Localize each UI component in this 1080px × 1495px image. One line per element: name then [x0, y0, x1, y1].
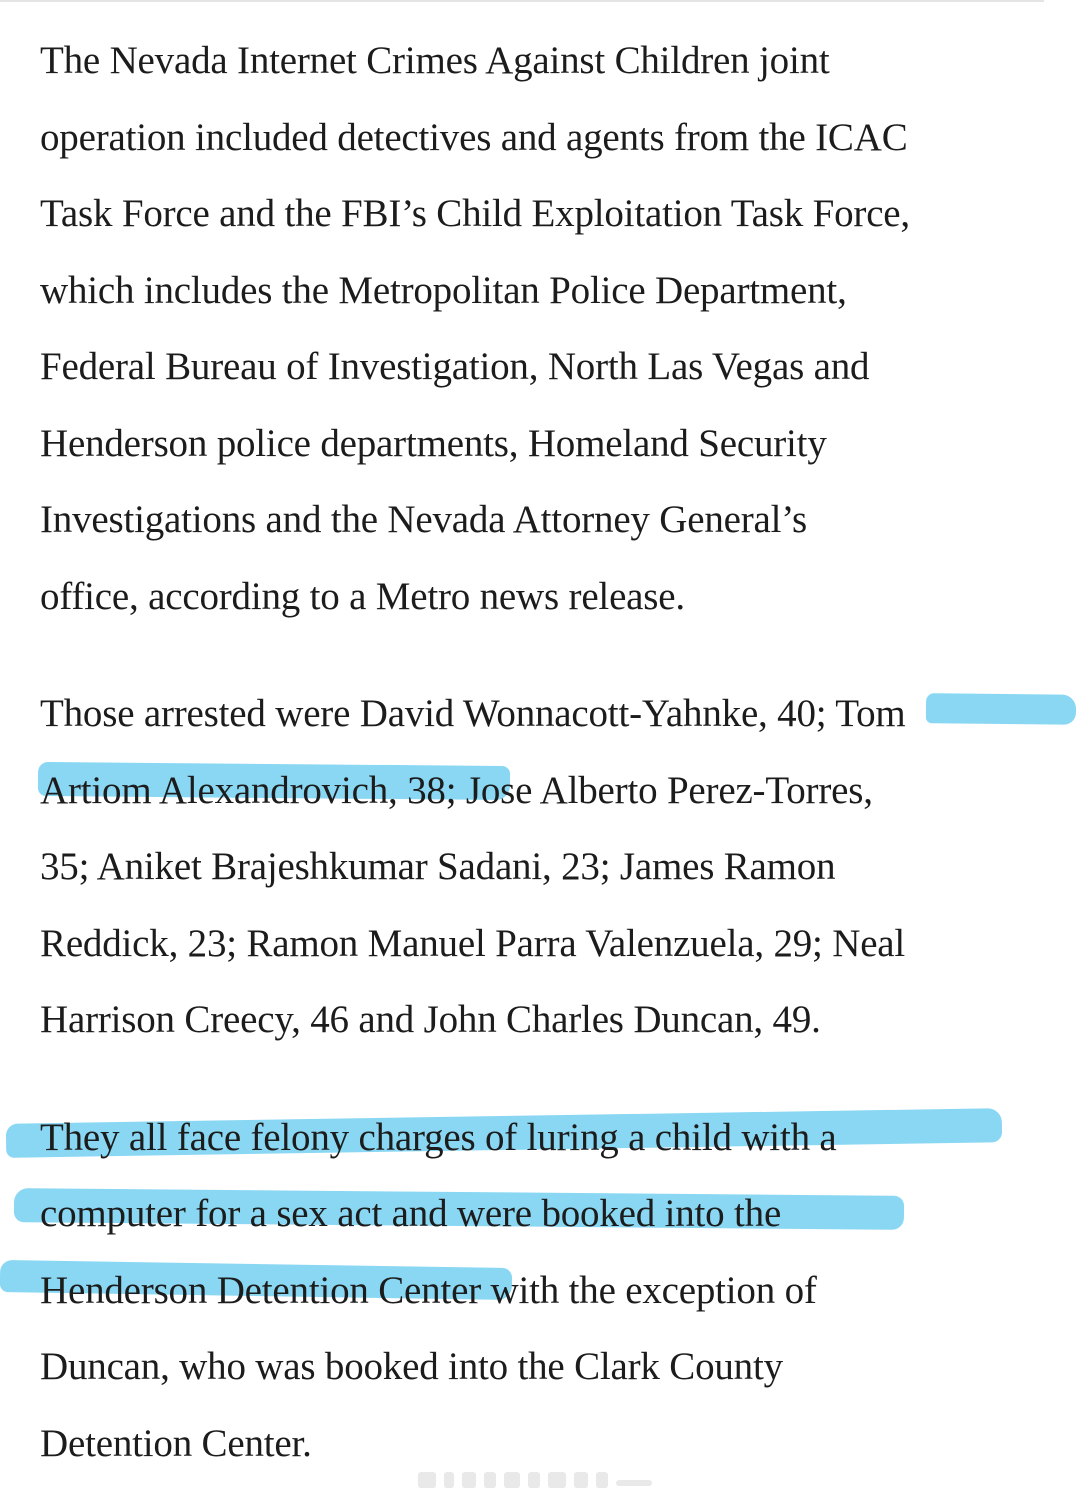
text-line: Investigations and the Nevada Attorney General’s [40, 498, 807, 541]
article-body [40, 23, 1050, 1482]
text-line: Henderson Detention Center with the exception of [40, 1268, 817, 1312]
paragraph-task-force [40, 23, 1050, 635]
paragraph-arrested [40, 676, 1050, 1059]
text-line: operation included detectives and agents from the ICAC [40, 115, 908, 159]
text-line: Detention Center. [40, 1421, 312, 1465]
text-line: Task Force and the FBI’s Child Exploitation Task Force, [40, 192, 910, 235]
top-divider [0, 0, 1044, 2]
text-line: Artiom Alexandrovich, 38; Jose Alberto Perez-Torres, [40, 768, 873, 812]
text-line: computer for a sex act and were booked into the [40, 1192, 782, 1235]
text-line: They all face felony charges of luring a child with a [40, 1115, 837, 1159]
text-line: Henderson police departments, Homeland Security [40, 421, 827, 465]
text-line: Duncan, who was booked into the Clark County [40, 1345, 783, 1388]
text-line: The Nevada Internet Crimes Against Children joint [40, 39, 830, 82]
text-line: which includes the Metropolitan Police Department, [40, 268, 847, 312]
text-line: office, according to a Metro news release. [40, 574, 685, 618]
text-line: Federal Bureau of Investigation, North Las Vegas and [40, 345, 870, 388]
text-line: Harrison Creecy, 46 and John Charles Duncan, 49. [40, 998, 821, 1041]
text-line: Reddick, 23; Ramon Manuel Parra Valenzuela, 29; Neal [40, 921, 906, 965]
text-line: Those arrested were David Wonnacott-Yahnke, 40; Tom [40, 692, 906, 735]
paragraph-charges [40, 1100, 1050, 1483]
text-line: 35; Aniket Brajeshkumar Sadani, 23; James Ramon [40, 845, 836, 888]
